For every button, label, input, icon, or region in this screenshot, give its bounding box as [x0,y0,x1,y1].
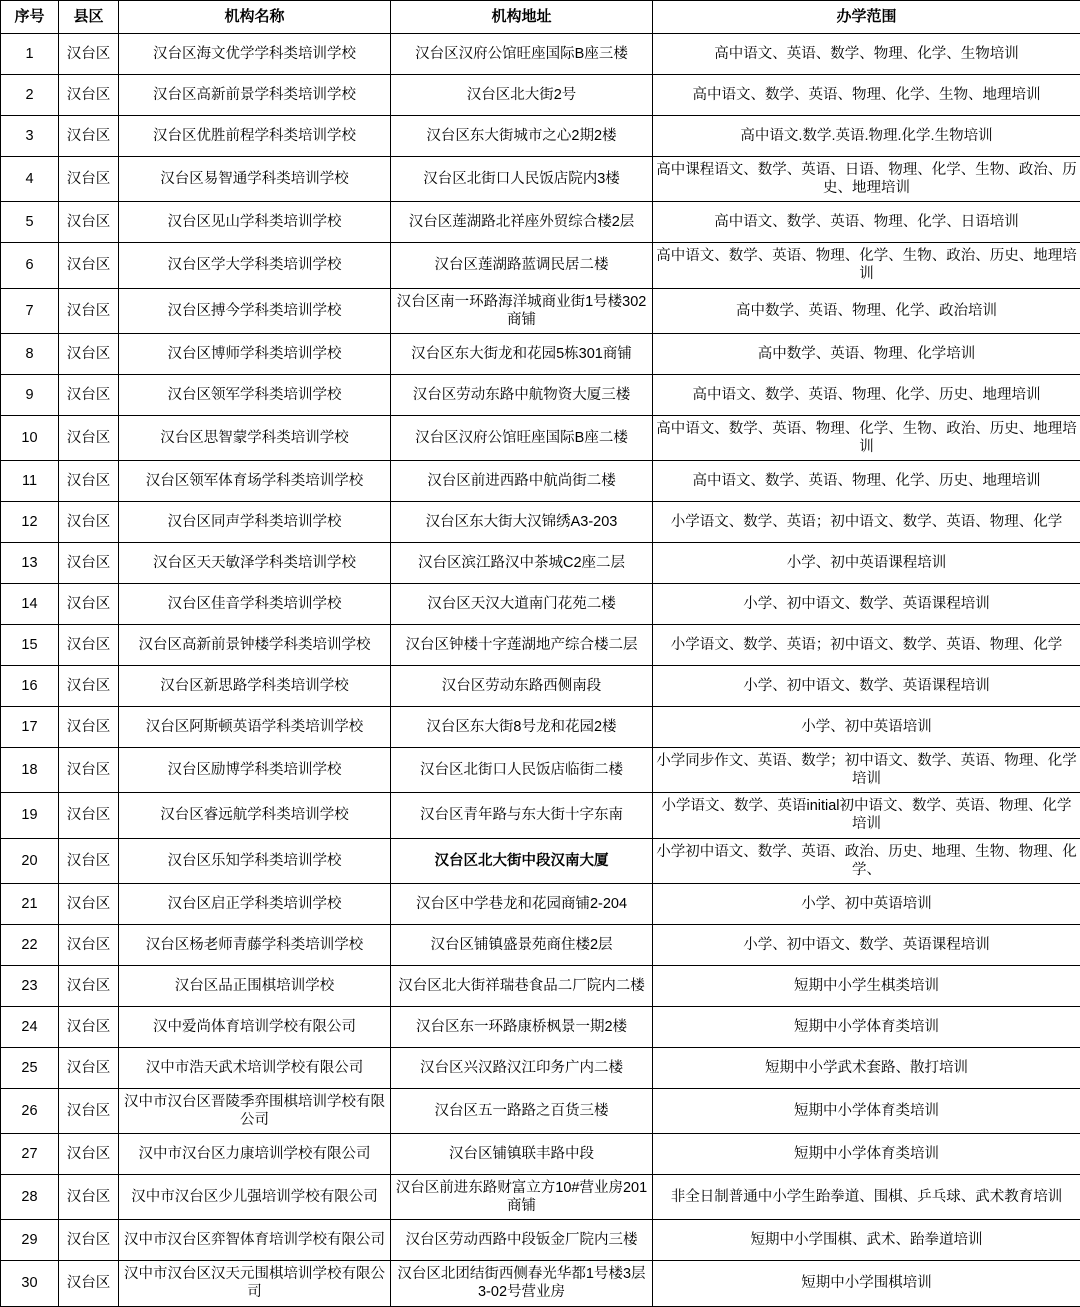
table-row [1,333,1080,374]
cell-address: 汉台区北大街2号 [391,75,653,116]
column-header-address: 机构地址 [391,1,653,34]
cell-index: 7 [1,288,59,333]
cell-address: 汉台区北大街中段汉南大厦 [391,838,653,883]
cell-name: 汉台区同声学科类培训学校 [119,502,391,543]
cell-address: 汉台区东大街城市之心2期2楼 [391,116,653,157]
table-row [1,1047,1080,1088]
cell-index: 17 [1,707,59,748]
cell-district: 汉台区 [59,584,119,625]
cell-scope: 高中语文、英语、数学、物理、化学、生物培训 [653,34,1080,75]
table-header-row [1,1,1080,34]
cell-address: 汉台区五一路路之百货三楼 [391,1088,653,1133]
cell-name: 汉台区阿斯顿英语学科类培训学校 [119,707,391,748]
cell-index: 8 [1,333,59,374]
cell-scope: 小学语文、数学、英语initial初中语文、数学、英语、物理、化学培训 [653,793,1080,838]
cell-name: 汉中市汉台区力康培训学校有限公司 [119,1134,391,1175]
cell-district: 汉台区 [59,924,119,965]
column-header-scope: 办学范围 [653,1,1080,34]
cell-district: 汉台区 [59,243,119,288]
cell-index: 22 [1,924,59,965]
table-row [1,75,1080,116]
cell-address: 汉台区钟楼十字莲湖地产综合楼二层 [391,625,653,666]
cell-name: 汉台区睿远航学科类培训学校 [119,793,391,838]
cell-district: 汉台区 [59,625,119,666]
cell-scope: 小学、初中语文、数学、英语课程培训 [653,924,1080,965]
cell-scope: 高中语文、数学、英语、物理、化学、生物、政治、历史、地理培训 [653,243,1080,288]
table-row [1,625,1080,666]
cell-scope: 高中语文.数学.英语.物理.化学.生物培训 [653,116,1080,157]
table-row [1,584,1080,625]
table-row [1,374,1080,415]
cell-name: 汉台区品正围棋培训学校 [119,965,391,1006]
cell-index: 9 [1,374,59,415]
table-row [1,748,1080,793]
cell-name: 汉中市汉台区弈智体育培训学校有限公司 [119,1220,391,1261]
table-row [1,965,1080,1006]
cell-scope: 小学、初中语文、数学、英语课程培训 [653,584,1080,625]
cell-scope: 高中语文、数学、英语、物理、化学、生物、政治、历史、地理培训 [653,415,1080,460]
cell-address: 汉台区北街口人民饭店临街二楼 [391,748,653,793]
table-row [1,116,1080,157]
cell-address: 汉台区前进西路中航尚街二楼 [391,461,653,502]
cell-scope: 小学同步作文、英语、数学；初中语文、数学、英语、物理、化学培训 [653,748,1080,793]
cell-address: 汉台区北街口人民饭店院内3楼 [391,157,653,202]
cell-scope: 小学初中语文、数学、英语、政治、历史、地理、生物、物理、化学、 [653,838,1080,883]
cell-address: 汉台区北大街祥瑞巷食品二厂院内二楼 [391,965,653,1006]
cell-index: 11 [1,461,59,502]
cell-address: 汉台区莲湖路北祥座外贸综合楼2层 [391,202,653,243]
table-row [1,883,1080,924]
cell-district: 汉台区 [59,461,119,502]
cell-scope: 高中数学、英语、物理、化学、政治培训 [653,288,1080,333]
cell-scope: 高中数学、英语、物理、化学培训 [653,333,1080,374]
column-header-index: 序号 [1,1,59,34]
cell-district: 汉台区 [59,288,119,333]
cell-index: 6 [1,243,59,288]
table-row [1,415,1080,460]
cell-district: 汉台区 [59,1006,119,1047]
cell-index: 25 [1,1047,59,1088]
table-row [1,838,1080,883]
cell-name: 汉中爱尚体育培训学校有限公司 [119,1006,391,1047]
table-row [1,924,1080,965]
cell-scope: 小学语文、数学、英语；初中语文、数学、英语、物理、化学 [653,502,1080,543]
cell-scope: 小学、初中英语培训 [653,883,1080,924]
cell-name: 汉台区搏今学科类培训学校 [119,288,391,333]
table-row [1,1088,1080,1133]
table-row [1,793,1080,838]
cell-index: 24 [1,1006,59,1047]
cell-address: 汉台区东大街大汉锦绣A3-203 [391,502,653,543]
cell-name: 汉台区思智蒙学科类培训学校 [119,415,391,460]
cell-index: 29 [1,1220,59,1261]
cell-index: 2 [1,75,59,116]
cell-name: 汉中市汉台区少儿强培训学校有限公司 [119,1175,391,1220]
cell-district: 汉台区 [59,1175,119,1220]
cell-index: 27 [1,1134,59,1175]
cell-address: 汉台区劳动西路中段钣金厂院内三楼 [391,1220,653,1261]
cell-name: 汉中市汉台区汉天元围棋培训学校有限公司 [119,1261,391,1306]
table-row [1,1261,1080,1306]
table-row [1,1006,1080,1047]
cell-address: 汉台区前进东路财富立方10#营业房201商铺 [391,1175,653,1220]
cell-name: 汉台区天天敏泽学科类培训学校 [119,543,391,584]
cell-scope: 高中语文、数学、英语、物理、化学、历史、地理培训 [653,461,1080,502]
cell-name: 汉台区海文优学学科类培训学校 [119,34,391,75]
cell-scope: 小学、初中英语课程培训 [653,543,1080,584]
cell-district: 汉台区 [59,1134,119,1175]
column-header-district: 县区 [59,1,119,34]
cell-scope: 高中语文、数学、英语、物理、化学、历史、地理培训 [653,374,1080,415]
cell-address: 汉台区东大街龙和花园5栋301商铺 [391,333,653,374]
cell-district: 汉台区 [59,34,119,75]
table-row [1,34,1080,75]
cell-name: 汉台区易智通学科类培训学校 [119,157,391,202]
cell-name: 汉台区杨老师青藤学科类培训学校 [119,924,391,965]
cell-index: 23 [1,965,59,1006]
cell-index: 19 [1,793,59,838]
cell-address: 汉台区莲湖路蓝调民居二楼 [391,243,653,288]
cell-name: 汉台区学大学科类培训学校 [119,243,391,288]
table-row [1,288,1080,333]
cell-scope: 高中语文、数学、英语、物理、化学、日语培训 [653,202,1080,243]
table-row [1,502,1080,543]
cell-address: 汉台区铺镇联丰路中段 [391,1134,653,1175]
cell-index: 12 [1,502,59,543]
table-row [1,1134,1080,1175]
cell-district: 汉台区 [59,333,119,374]
cell-name: 汉台区乐知学科类培训学校 [119,838,391,883]
table-row [1,157,1080,202]
table-body [1,34,1080,1307]
table-row [1,1220,1080,1261]
cell-address: 汉台区东一环路康桥枫景一期2楼 [391,1006,653,1047]
cell-district: 汉台区 [59,502,119,543]
cell-index: 5 [1,202,59,243]
table-row [1,543,1080,584]
cell-index: 26 [1,1088,59,1133]
cell-scope: 短期中小学围棋、武术、跆拳道培训 [653,1220,1080,1261]
cell-scope: 小学、初中语文、数学、英语课程培训 [653,666,1080,707]
cell-address: 汉台区劳动东路西侧南段 [391,666,653,707]
cell-index: 14 [1,584,59,625]
cell-scope: 短期中小学体育类培训 [653,1088,1080,1133]
cell-district: 汉台区 [59,374,119,415]
cell-index: 16 [1,666,59,707]
cell-address: 汉台区中学巷龙和花园商铺2-204 [391,883,653,924]
cell-district: 汉台区 [59,1261,119,1306]
cell-index: 21 [1,883,59,924]
cell-district: 汉台区 [59,965,119,1006]
cell-name: 汉台区博师学科类培训学校 [119,333,391,374]
cell-name: 汉中市浩天武术培训学校有限公司 [119,1047,391,1088]
table-header [1,1,1080,34]
cell-name: 汉台区高新前景学科类培训学校 [119,75,391,116]
cell-district: 汉台区 [59,1088,119,1133]
cell-scope: 小学、初中英语培训 [653,707,1080,748]
cell-district: 汉台区 [59,748,119,793]
table-row [1,461,1080,502]
cell-index: 1 [1,34,59,75]
table-row [1,202,1080,243]
cell-scope: 小学语文、数学、英语；初中语文、数学、英语、物理、化学 [653,625,1080,666]
cell-scope: 短期中小学体育类培训 [653,1006,1080,1047]
cell-address: 汉台区滨江路汉中茶城C2座二层 [391,543,653,584]
cell-index: 10 [1,415,59,460]
cell-name: 汉台区领军学科类培训学校 [119,374,391,415]
cell-index: 30 [1,1261,59,1306]
cell-index: 3 [1,116,59,157]
cell-address: 汉台区天汉大道南门花苑二楼 [391,584,653,625]
cell-name: 汉台区领军体育场学科类培训学校 [119,461,391,502]
cell-address: 汉台区青年路与东大街十字东南 [391,793,653,838]
cell-index: 13 [1,543,59,584]
cell-scope: 短期中小学体育类培训 [653,1134,1080,1175]
cell-scope: 高中课程语文、数学、英语、日语、物理、化学、生物、政治、历史、地理培训 [653,157,1080,202]
cell-district: 汉台区 [59,793,119,838]
cell-district: 汉台区 [59,1220,119,1261]
cell-name: 汉台区优胜前程学科类培训学校 [119,116,391,157]
cell-scope: 短期中小学生棋类培训 [653,965,1080,1006]
cell-district: 汉台区 [59,883,119,924]
cell-district: 汉台区 [59,157,119,202]
cell-address: 汉台区东大街8号龙和花园2楼 [391,707,653,748]
cell-address: 汉台区南一环路海洋城商业街1号楼302商铺 [391,288,653,333]
cell-address: 汉台区铺镇盛景苑商住楼2层 [391,924,653,965]
table-row [1,707,1080,748]
cell-index: 4 [1,157,59,202]
cell-name: 汉台区启正学科类培训学校 [119,883,391,924]
cell-district: 汉台区 [59,543,119,584]
cell-district: 汉台区 [59,116,119,157]
cell-index: 28 [1,1175,59,1220]
cell-scope: 短期中小学围棋培训 [653,1261,1080,1306]
cell-name: 汉台区励博学科类培训学校 [119,748,391,793]
table-row [1,243,1080,288]
cell-index: 18 [1,748,59,793]
cell-name: 汉台区佳音学科类培训学校 [119,584,391,625]
table-row [1,1175,1080,1220]
cell-index: 15 [1,625,59,666]
cell-district: 汉台区 [59,75,119,116]
cell-index: 20 [1,838,59,883]
cell-address: 汉台区兴汉路汉江印务广内二楼 [391,1047,653,1088]
cell-name: 汉中市汉台区晋陵季弈围棋培训学校有限公司 [119,1088,391,1133]
cell-district: 汉台区 [59,202,119,243]
column-header-name: 机构名称 [119,1,391,34]
cell-scope: 非全日制普通中小学生跆拳道、围棋、乒乓球、武术教育培训 [653,1175,1080,1220]
table-row [1,666,1080,707]
cell-scope: 短期中小学武术套路、散打培训 [653,1047,1080,1088]
cell-district: 汉台区 [59,838,119,883]
cell-name: 汉台区新思路学科类培训学校 [119,666,391,707]
cell-address: 汉台区劳动东路中航物资大厦三楼 [391,374,653,415]
cell-address: 汉台区汉府公馆旺座国际B座二楼 [391,415,653,460]
cell-address: 汉台区汉府公馆旺座国际B座三楼 [391,34,653,75]
cell-name: 汉台区见山学科类培训学校 [119,202,391,243]
cell-district: 汉台区 [59,666,119,707]
cell-scope: 高中语文、数学、英语、物理、化学、生物、地理培训 [653,75,1080,116]
cell-name: 汉台区高新前景钟楼学科类培训学校 [119,625,391,666]
cell-district: 汉台区 [59,415,119,460]
cell-district: 汉台区 [59,707,119,748]
cell-address: 汉台区北团结街西侧春光华都1号楼3层3-02号营业房 [391,1261,653,1306]
cell-district: 汉台区 [59,1047,119,1088]
